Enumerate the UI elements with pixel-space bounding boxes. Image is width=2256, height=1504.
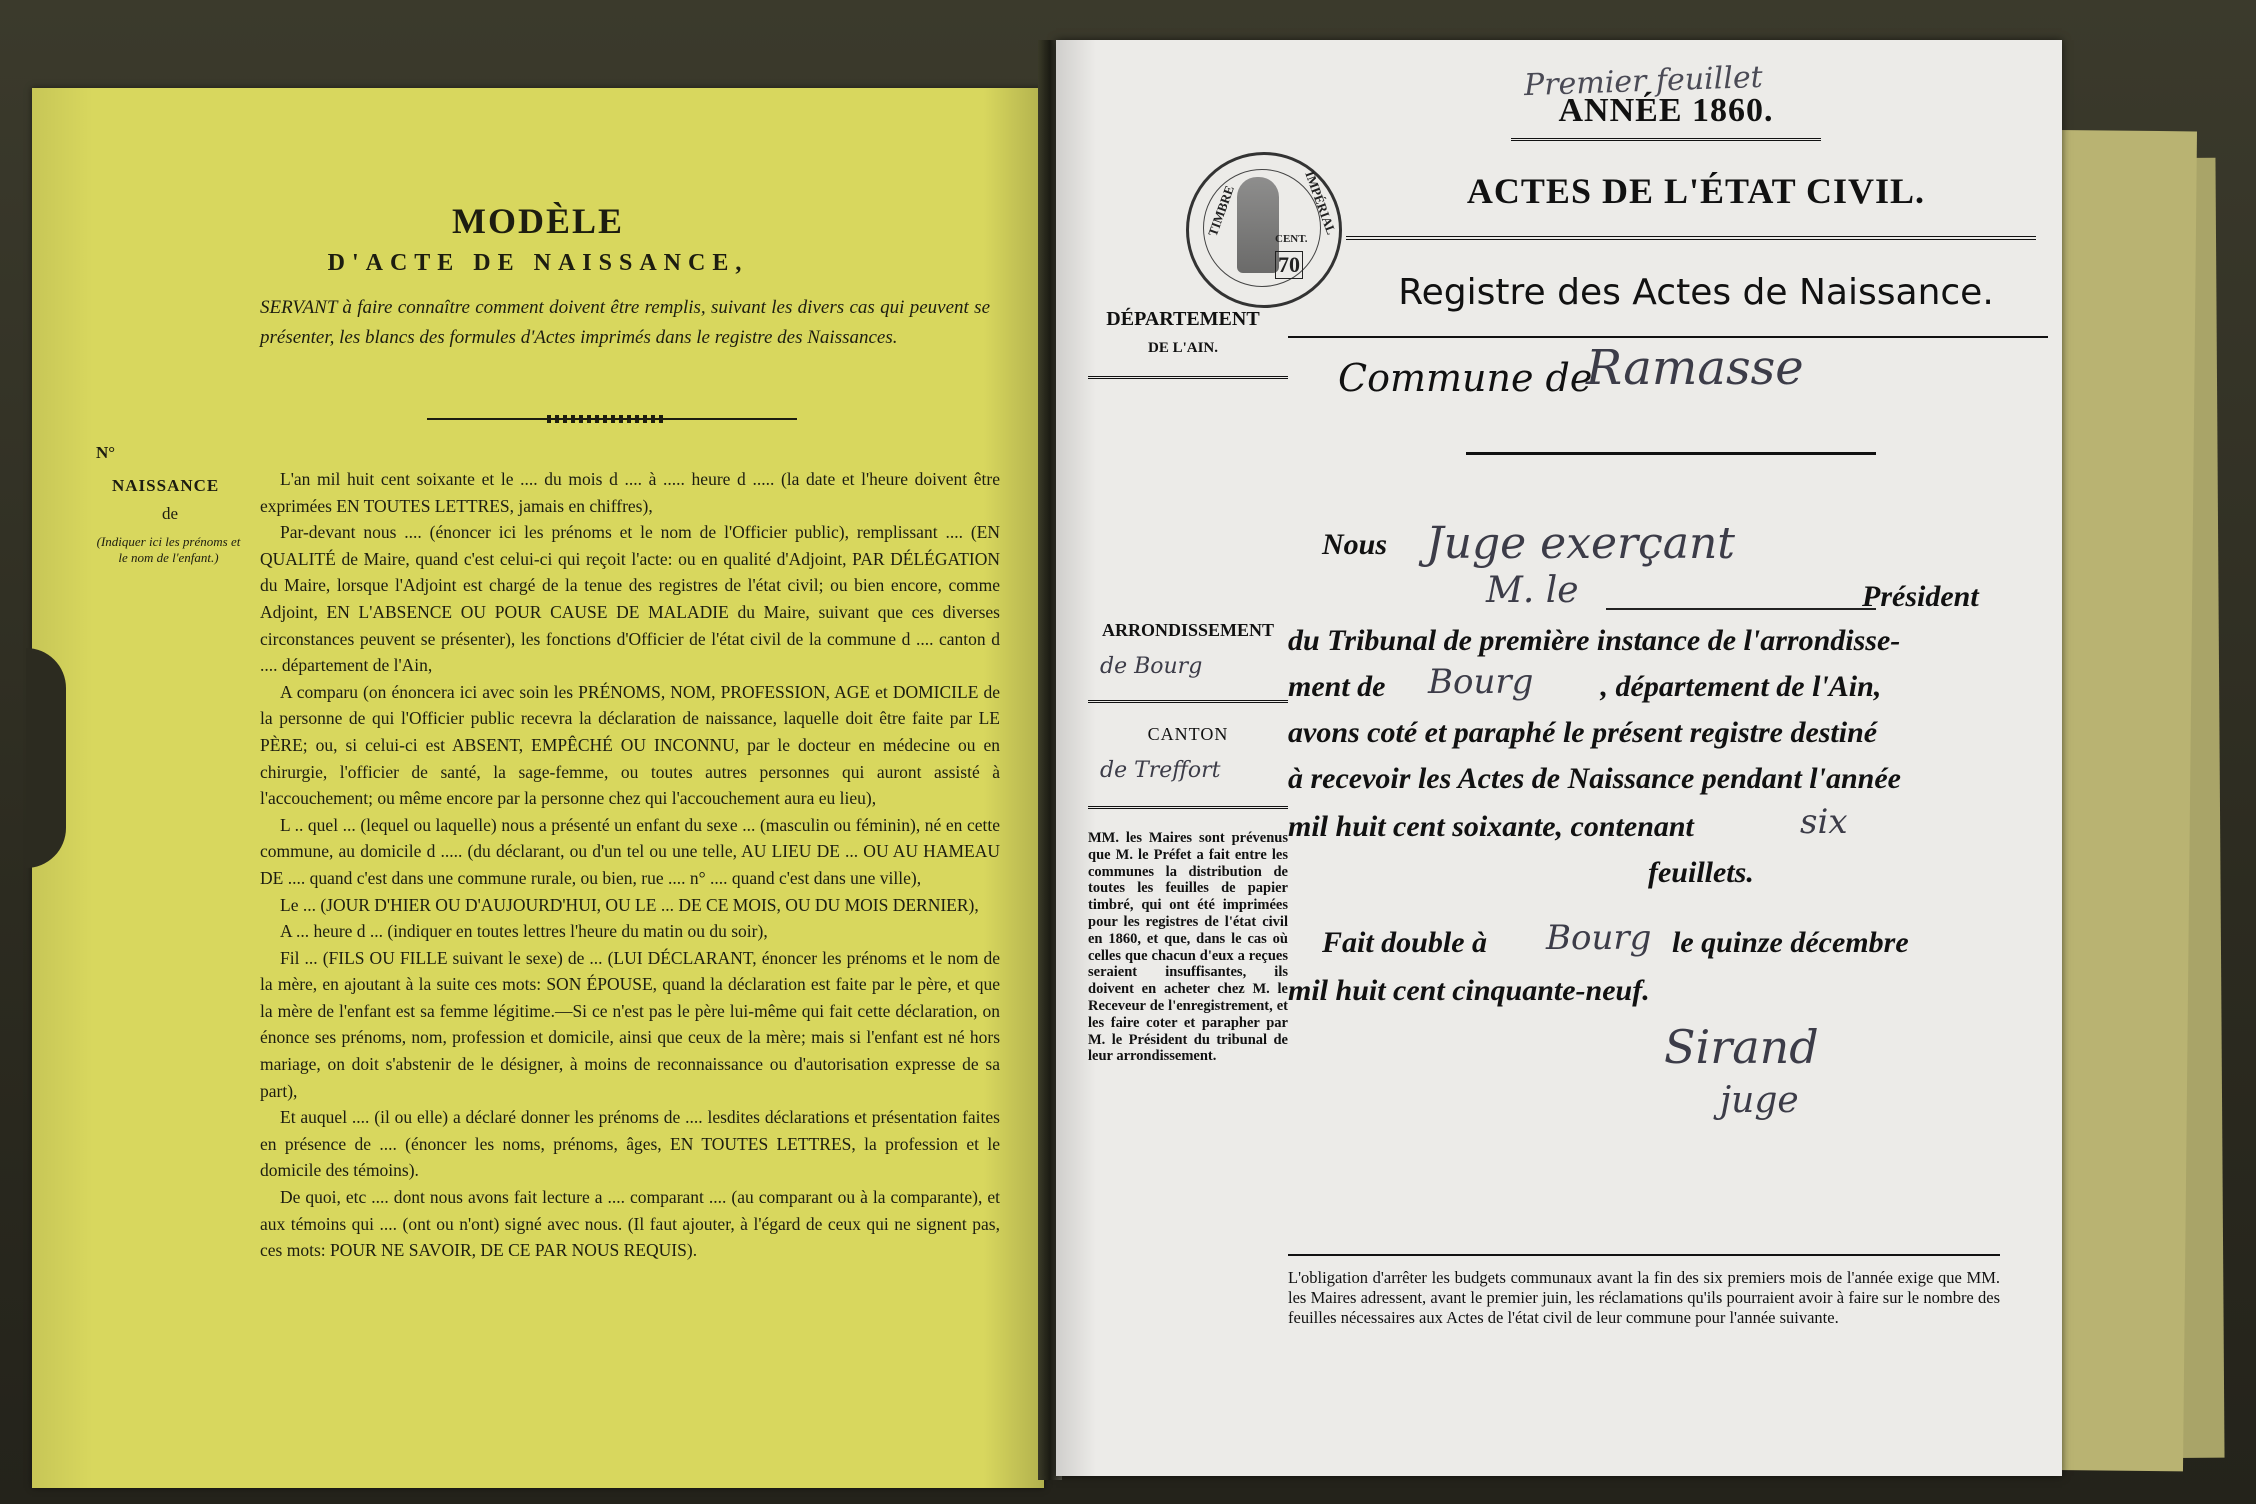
department-rule bbox=[1088, 376, 1288, 379]
ornament-divider bbox=[427, 418, 797, 430]
stamp-text-cent: CENT. bbox=[1275, 233, 1308, 245]
president-label: Président bbox=[1862, 580, 1979, 613]
stamp-value: 70 bbox=[1275, 251, 1303, 279]
fait-text-b: le quinze décembre bbox=[1672, 926, 1909, 959]
stamp-figure bbox=[1237, 177, 1279, 273]
signature-title: juge bbox=[1720, 1080, 1799, 1121]
stamp-text-right: IMPÉRIAL bbox=[1302, 169, 1340, 237]
fait-text-a: Fait double à bbox=[1322, 926, 1488, 959]
number-label: N° bbox=[96, 443, 116, 462]
ment-text-a: ment de bbox=[1288, 670, 1386, 703]
commune-label: Commune de bbox=[1338, 356, 1593, 400]
ment-line bbox=[1288, 670, 2058, 704]
department-name: DE L'AIN. bbox=[1147, 340, 1218, 356]
stamp-text-top: TIMBRE bbox=[1204, 183, 1237, 239]
register-subtitle: Registre des Actes de Naissance. bbox=[1398, 272, 1994, 313]
fait-handwritten: Bourg bbox=[1546, 918, 1652, 958]
model-paragraph: De quoi, etc .... dont nous avons fait lecture a .... comparant .... (au comparant ou à la comparante), et aux témoins qui .... (ont ou n'ont) signé avec nous. (Il faut ajouter, à l'égard de ceux qui ne signent pas, ces mots: POUR NE SAVOIR, DE CE PAR NOUS REQUIS). bbox=[260, 1187, 1000, 1261]
model-paragraph: A comparu (on énoncera ici avec soin les PRÉNOMS, NOM, PROFESSION, AGE et DOMICILE de la personne de qui l'Officier public recevra la déclaration de naissance, laquelle doit être faite par LE PÈRE; ou, si celui-ci est ABSENT, EMPÊCHÉ OU INCONNU, par le docteur en médecine ou en chirurgie, l'officier de santé, la sage-femme, ou toutes autres personnes qui auront assisté à l'accouchement; ou même encore par la personne chez qui l'accouchement aura eu lieu), bbox=[260, 681, 1000, 809]
model-title: MODÈLE bbox=[451, 201, 624, 241]
year-heading: ANNÉE 1860. bbox=[1558, 92, 1774, 129]
footer-rule bbox=[1288, 1254, 2000, 1256]
cote-line: avons coté et paraphé le présent registre destiné bbox=[1288, 716, 1878, 749]
recevoir-line: à recevoir les Actes de Naissance pendant l'année bbox=[1288, 762, 1901, 795]
model-paragraph: Fil ... (FILS OU FILLE suivant le sexe) de ... (LUI DÉCLARANT, énoncer les prénoms et le nom de la mère, en ajoutant à la suite ces mots: SON ÉPOUSE, quand la déclaration est faite par le père, et que la mère de l'enfant est sa femme légitime.—Si ce n'est pas le père lui-même qui fait cette déclaration, on énonce ses prénoms, nom, profession et domicile, ainsi que ceux de la mère; mais si l'enfant est né hors mariage, on doit s'abstenir de le désigner, à moins de reconnaissance ou d'autorisation expresse de sa part), bbox=[260, 947, 1000, 1101]
model-paragraph: L .. quel ... (lequel ou laquelle) nous a présenté un enfant du sexe ... (masculin ou féminin), né en cette commune, au domicile d ..... (du déclarant, ou d'un tel ou une telle, AU LIEU DE ... OU AU HAMEAU DE .... quand c'est dans une commune rurale, ou bien, rue .... n° .... quand c'est dans une ville), bbox=[260, 814, 1000, 888]
arrondissement-label: ARRONDISSEMENT bbox=[1101, 620, 1275, 640]
canton-label: CANTON bbox=[1147, 724, 1229, 744]
commune-ornament bbox=[1466, 452, 1876, 455]
model-paragraph: Et auquel .... (il ou elle) a déclaré donner les prénoms de .... lesdites déclarations et présentation faites en présence de .... (énoncer les noms, prénoms, âges, EN TOUTES LETTRES, la profession et le domicile des témoins). bbox=[260, 1107, 1000, 1181]
tribunal-line: du Tribunal de première instance de l'arrondisse- bbox=[1288, 624, 1901, 657]
imperial-stamp-icon bbox=[1186, 152, 1342, 308]
model-paragraph: A ... heure d ... (indiquer en toutes lettres l'heure du matin ou du soir), bbox=[280, 921, 768, 942]
margin-de: de bbox=[162, 504, 179, 523]
ment-handwritten: Bourg bbox=[1428, 662, 1534, 702]
canton-rule bbox=[1088, 806, 1288, 809]
feuillets-line: feuillets. bbox=[1648, 856, 1754, 889]
register-title: ACTES DE L'ÉTAT CIVIL. bbox=[1466, 171, 1926, 211]
margin-note: (Indiquer ici les prénoms et le nom de l'enfant.) bbox=[96, 534, 241, 565]
department-label: DÉPARTEMENT bbox=[1106, 308, 1260, 330]
fait-line bbox=[1322, 926, 2092, 960]
nous-handwritten: Juge exerçant bbox=[1426, 518, 1735, 569]
model-body bbox=[260, 466, 1000, 1264]
commune-handwritten: Ramasse bbox=[1586, 340, 1804, 396]
ment-text-b: , département de l'Ain, bbox=[1600, 670, 1882, 703]
model-paragraph: L'an mil huit cent soixante et le .... du mois d .... à ..... heure d ..... (la date et l'heure doivent être exprimées EN TOUTES LETTRES, jamais en chiffres), bbox=[260, 469, 1000, 516]
signature: Sirand bbox=[1664, 1020, 1819, 1074]
margin-title: NAISSANCE bbox=[112, 476, 220, 495]
arrondissement-handwritten: de Bourg bbox=[1100, 654, 1203, 679]
canton-handwritten: de Treffort bbox=[1100, 758, 1221, 783]
year-rule bbox=[1511, 138, 1821, 141]
handwritten-first-sheet: Premier feuillet bbox=[1523, 59, 1764, 104]
mle-handwritten: M. le bbox=[1486, 570, 1579, 611]
model-paragraph: Par-devant nous .... (énoncer ici les prénoms et le nom de l'Officier public), remplissant .... (EN QUALITÉ de Maire, quand c'est celui-ci qui reçoit l'acte: ou en qualité d'Adjoint, PAR DÉLÉGATION du Maire, lorsque l'Adjoint est chargé de la tenue des registres de l'état civil; ou bien encore, comme Adjoint, EN L'ABSENCE OU POUR CAUSE DE MALADIE du Maire, suivant que ces diverses circonstances peuvent se présenter), les fonctions d'Officier de l'état civil de la commune d .... canton d .... département de l'Ain, bbox=[260, 522, 1000, 676]
footer-note: L'obligation d'arrêter les budgets communaux avant la fin des six premiers mois de l'année exige que MM. les Maires adressent, avant le premier juin, les réclamations qu'ils pourraient avoir à faire sur le nombre des feuilles nécessaires aux Actes de l'état civil de leur commune pour l'année suivante. bbox=[1288, 1268, 2000, 1327]
mil-line: mil huit cent soixante, contenant bbox=[1288, 810, 1694, 843]
title-rule bbox=[1346, 236, 2036, 240]
left-page-model bbox=[32, 88, 1044, 1488]
mil-handwritten: six bbox=[1800, 802, 1848, 842]
model-intro: SERVANT à faire connaître comment doivent être remplis, suivant les divers cas qui peuvent se présenter, les blancs des formules d'Actes imprimés dans le registre des Naissances. bbox=[260, 297, 990, 348]
right-page-register bbox=[1056, 40, 2062, 1476]
mle-rule bbox=[1606, 608, 1876, 610]
arrondissement-rule bbox=[1088, 700, 1288, 703]
maires-note: MM. les Maires sont prévenus que M. le Préfet a fait entre les communes la distribution de toutes les feuilles de papier timbré, qui ont été imprimées pour les registres de l'état civil en 1860, et que, dans le cas où celles que chacun d'eux a reçues seraient insuffisantes, ils doivent en acheter chez M. le Receveur de l'enregistrement, et les faire coter et parapher par M. le Président du tribunal de leur arrondissement. bbox=[1088, 830, 1288, 1065]
model-subtitle: D'ACTE DE NAISSANCE, bbox=[327, 250, 749, 276]
mil59-line: mil huit cent cinquante-neuf. bbox=[1288, 974, 1650, 1007]
subtitle-rule bbox=[1288, 336, 2048, 338]
torn-edge bbox=[26, 648, 66, 868]
model-paragraph: Le ... (JOUR D'HIER OU D'AUJOURD'HUI, OU LE ... DE CE MOIS, OU DU MOIS DERNIER), bbox=[280, 894, 979, 915]
nous-label: Nous bbox=[1322, 528, 1388, 561]
